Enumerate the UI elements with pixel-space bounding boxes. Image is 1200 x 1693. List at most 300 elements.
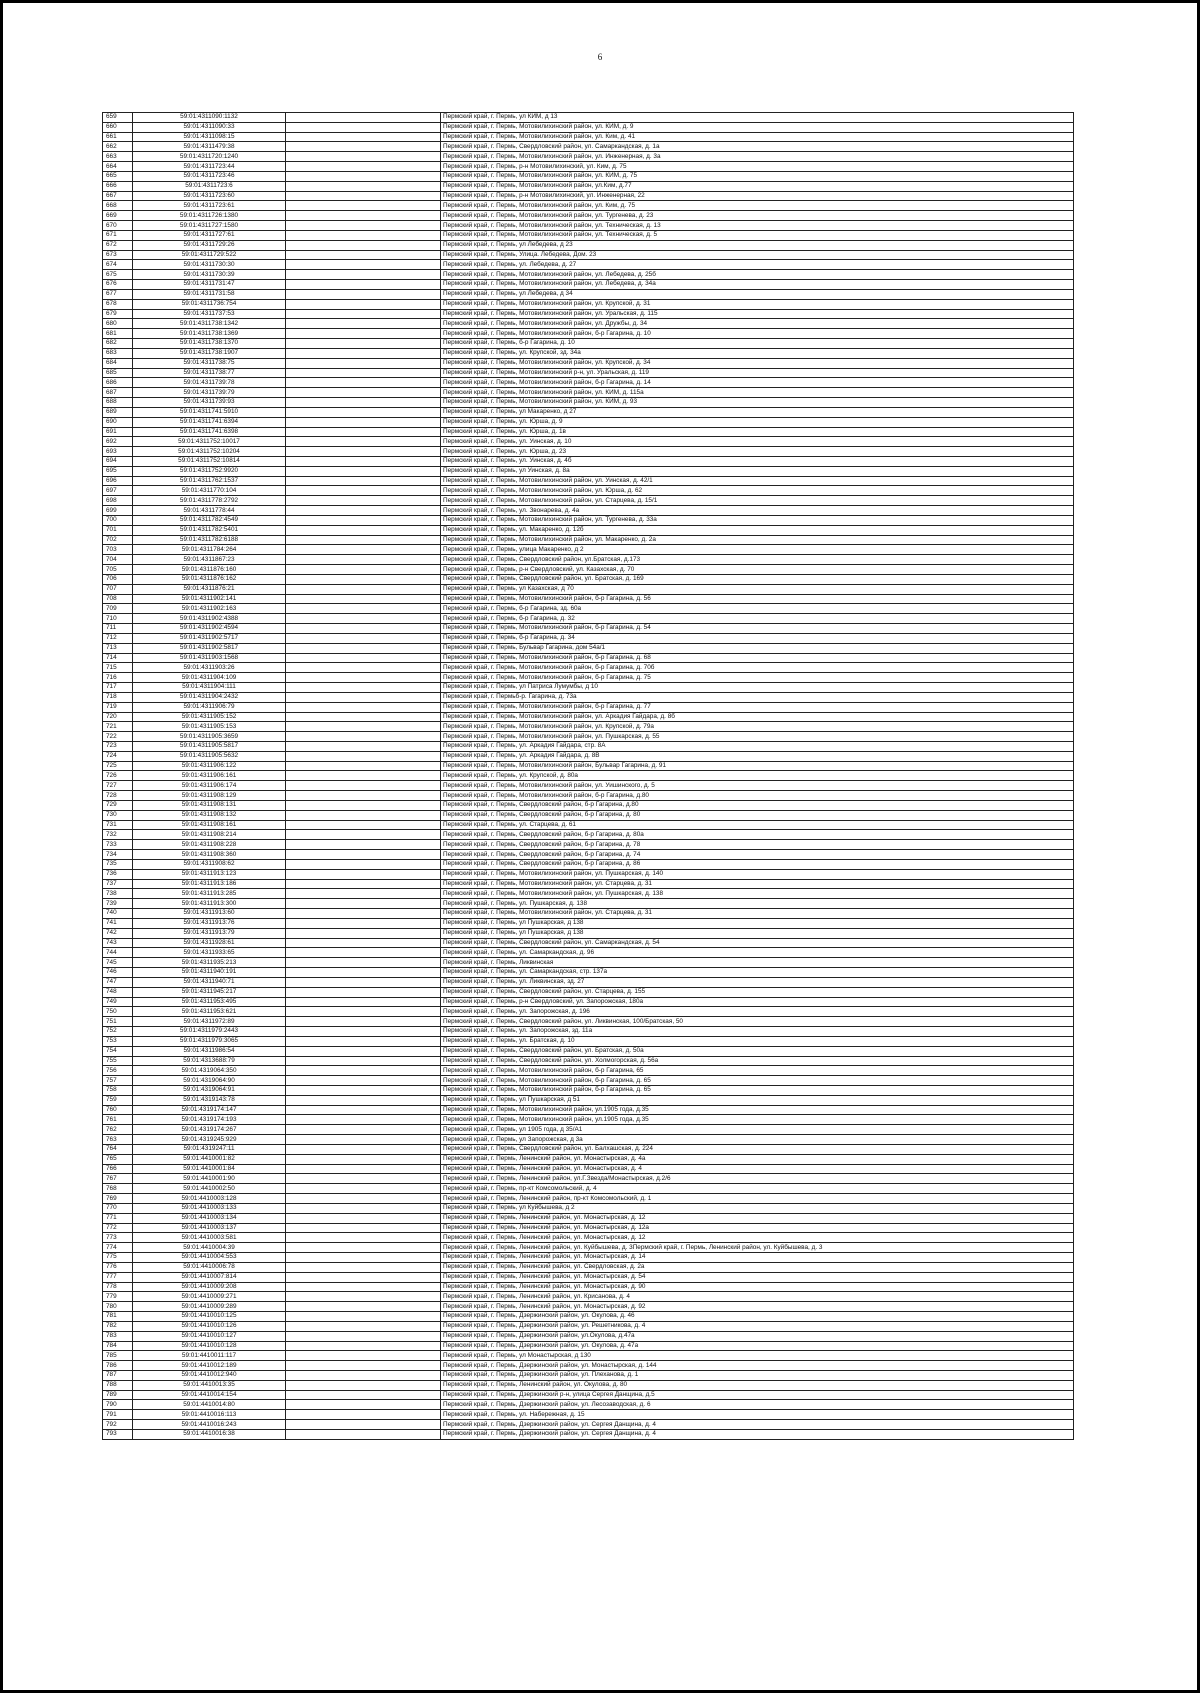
row-number-cell: 720: [103, 712, 133, 722]
row-number-cell: 764: [103, 1144, 133, 1154]
empty-cell: [286, 417, 441, 427]
address-cell: Пермский край, г. Пермь, Свердловский район, б-р Гагарина, д.80: [441, 800, 1074, 810]
empty-cell: [286, 221, 441, 231]
row-number-cell: 774: [103, 1243, 133, 1253]
cadastral-number-cell: 59:01:4410001:90: [133, 1174, 286, 1184]
table-row: [103, 407, 1074, 417]
cadastral-number-cell: 59:01:4311902:4594: [133, 624, 286, 634]
address-cell: Пермский край, г. Пермь, Ленинский район, ул. Монастырская, д. 4: [441, 1164, 1074, 1174]
row-number-cell: 692: [103, 437, 133, 447]
empty-cell: [286, 1341, 441, 1351]
table-row: [103, 398, 1074, 408]
address-cell: Пермский край, г. Пермь, Дзержинский район, ул. Решетникова, д. 4: [441, 1321, 1074, 1331]
table-row: [103, 1115, 1074, 1125]
row-number-cell: 732: [103, 830, 133, 840]
address-cell: Пермский край, г. Пермь, ул. Юрша, д. 9: [441, 417, 1074, 427]
cadastral-number-cell: 59:01:4311739:78: [133, 378, 286, 388]
row-number-cell: 682: [103, 339, 133, 349]
cadastral-number-cell: 59:01:4311730:39: [133, 270, 286, 280]
address-cell: Пермский край, г. Пермь, Мотовилихинский район, ул. Тургенева, д. 33а: [441, 515, 1074, 525]
empty-cell: [286, 1429, 441, 1439]
cadastral-number-cell: 59:01:4311741:6398: [133, 427, 286, 437]
address-cell: Пермский край, г. Пермь, р-н Свердловский, ул. Запорожская, 180а: [441, 997, 1074, 1007]
empty-cell: [286, 633, 441, 643]
table-row: [103, 280, 1074, 290]
empty-cell: [286, 1115, 441, 1125]
row-number-cell: 704: [103, 555, 133, 565]
empty-cell: [286, 928, 441, 938]
address-cell: Пермский край, г. Пермь, ул. Пушкарская, д. 138: [441, 899, 1074, 909]
empty-cell: [286, 987, 441, 997]
address-cell: Пермский край, г. Пермь, Мотовилихинский район, ул. Аркадия Гайдара, д. 8б: [441, 712, 1074, 722]
row-number-cell: 674: [103, 260, 133, 270]
address-cell: Пермский край, г. Пермь, Мотовилихинский район, ул. Пушкарская, д. 140: [441, 869, 1074, 879]
empty-cell: [286, 624, 441, 634]
address-cell: Пермский край, г. Пермь, Мотовилихинский район, б-р Гагарина, д. 14: [441, 378, 1074, 388]
address-cell: Пермский край, г. Пермь, Мотовилихинский район, ул.1905 года, д.35: [441, 1115, 1074, 1125]
cadastral-number-cell: 59:01:4311908:161: [133, 820, 286, 830]
table-row: [103, 299, 1074, 309]
cadastral-number-cell: 59:01:4311913:60: [133, 909, 286, 919]
table-row: [103, 1361, 1074, 1371]
address-cell: Пермский край, г. Пермь, Мотовилихинский район, ул. Крупской, д. 31: [441, 299, 1074, 309]
empty-cell: [286, 879, 441, 889]
cadastral-number-cell: 59:01:4311908:360: [133, 850, 286, 860]
cadastral-number-cell: 59:01:4311979:3065: [133, 1036, 286, 1046]
row-number-cell: 663: [103, 152, 133, 162]
cadastral-number-cell: 59:01:4311940:71: [133, 977, 286, 987]
address-cell: Пермский край, г. Пермь, Дзержинский район, ул. Монастырская, д. 144: [441, 1361, 1074, 1371]
address-cell: Пермский край, г. Пермь, Свердловский район, ул. Братская, д. 50а: [441, 1046, 1074, 1056]
table-row: [103, 113, 1074, 123]
table-row: [103, 909, 1074, 919]
cadastral-number-cell: 59:01:4311986:54: [133, 1046, 286, 1056]
empty-cell: [286, 761, 441, 771]
row-number-cell: 782: [103, 1321, 133, 1331]
row-number-cell: 753: [103, 1036, 133, 1046]
cadastral-number-cell: 59:01:4410002:50: [133, 1184, 286, 1194]
empty-cell: [286, 1400, 441, 1410]
row-number-cell: 758: [103, 1085, 133, 1095]
empty-cell: [286, 280, 441, 290]
table-row: [103, 1282, 1074, 1292]
table-row: [103, 289, 1074, 299]
row-number-cell: 772: [103, 1223, 133, 1233]
row-number-cell: 730: [103, 810, 133, 820]
table-row: [103, 506, 1074, 516]
address-cell: Пермский край, г. Пермь, Свердловский район, ул. Самаркандская, д. 1а: [441, 142, 1074, 152]
empty-cell: [286, 113, 441, 123]
cadastral-number-cell: 59:01:4311723:46: [133, 171, 286, 181]
row-number-cell: 693: [103, 447, 133, 457]
cadastral-number-cell: 59:01:4311913:300: [133, 899, 286, 909]
cadastral-number-cell: 59:01:4311738:1907: [133, 348, 286, 358]
empty-cell: [286, 574, 441, 584]
address-cell: Пермский край, г. Пермь, Мотовилихинский район, ул. Дружбы, д. 34: [441, 319, 1074, 329]
address-cell: Пермский край, г. Пермь, ул. Запорожская, д. 196: [441, 1007, 1074, 1017]
empty-cell: [286, 958, 441, 968]
table-row: [103, 614, 1074, 624]
address-cell: Пермский край, г. Пермь, ул. Юрша, д. 1в: [441, 427, 1074, 437]
cadastral-number-cell: 59:01:4311738:1370: [133, 339, 286, 349]
table-row: [103, 525, 1074, 535]
row-number-cell: 778: [103, 1282, 133, 1292]
cadastral-number-cell: 59:01:4410010:125: [133, 1312, 286, 1322]
table-row: [103, 1046, 1074, 1056]
table-row: [103, 1194, 1074, 1204]
cadastral-number-cell: 59:01:4410012:940: [133, 1371, 286, 1381]
empty-cell: [286, 515, 441, 525]
table-row: [103, 1154, 1074, 1164]
table-row: [103, 594, 1074, 604]
table-row: [103, 171, 1074, 181]
row-number-cell: 667: [103, 191, 133, 201]
address-cell: Пермский край, г. Пермь, Мотовилихинский район, ул. Крупской, д. 79а: [441, 722, 1074, 732]
cadastral-number-cell: 59:01:4410004:39: [133, 1243, 286, 1253]
table-row: [103, 240, 1074, 250]
page-number: 6: [597, 52, 603, 62]
table-row: [103, 1085, 1074, 1095]
address-cell: Пермский край, г. Пермь, Мотовилихинский район, ул.1905 года, д.35: [441, 1105, 1074, 1115]
row-number-cell: 744: [103, 948, 133, 958]
cadastral-number-cell: 59:01:4311945:217: [133, 987, 286, 997]
row-number-cell: 659: [103, 113, 133, 123]
row-number-cell: 740: [103, 909, 133, 919]
address-cell: Пермский край, г. Пермь, Свердловский район, ул. Балхашская, д. 224: [441, 1144, 1074, 1154]
address-cell: Пермский край, г. Пермь, Свердловский район, ул. Старцева, д. 155: [441, 987, 1074, 997]
empty-cell: [286, 850, 441, 860]
cadastral-number-cell: 59:01:4311905:153: [133, 722, 286, 732]
address-cell: Пермский край, г. Пермь, Мотовилихинский район, б-р Гагарина, д. 65: [441, 1076, 1074, 1086]
cadastral-number-cell: 59:01:4311904:111: [133, 683, 286, 693]
row-number-cell: 745: [103, 958, 133, 968]
cadastral-number-cell: 59:01:4311902:5717: [133, 633, 286, 643]
empty-cell: [286, 800, 441, 810]
table-row: [103, 230, 1074, 240]
cadastral-number-cell: 59:01:4311752:10017: [133, 437, 286, 447]
cadastral-number-cell: 59:01:4311972:89: [133, 1017, 286, 1027]
empty-cell: [286, 1017, 441, 1027]
empty-cell: [286, 122, 441, 132]
row-number-cell: 669: [103, 211, 133, 221]
row-number-cell: 700: [103, 515, 133, 525]
row-number-cell: 675: [103, 270, 133, 280]
cadastral-number-cell: 59:01:4311908:214: [133, 830, 286, 840]
empty-cell: [286, 859, 441, 869]
row-number-cell: 771: [103, 1213, 133, 1223]
empty-cell: [286, 830, 441, 840]
address-cell: Пермский край, г. Пермь, Мотовилихинский район, б-р Гагарина, д. 54: [441, 624, 1074, 634]
address-cell: Пермский край, г. Пермь, Свердловский район, б-р Гагарина, д. 86: [441, 859, 1074, 869]
row-number-cell: 672: [103, 240, 133, 250]
empty-cell: [286, 712, 441, 722]
empty-cell: [286, 1282, 441, 1292]
cadastral-number-cell: 59:01:4311778:2792: [133, 496, 286, 506]
table-row: [103, 781, 1074, 791]
row-number-cell: 710: [103, 614, 133, 624]
cadastral-number-cell: 59:01:4410009:208: [133, 1282, 286, 1292]
address-cell: Пермский край, г. Пермь, ул Пушкарская, д 138: [441, 918, 1074, 928]
cadastral-number-cell: 59:01:4319174:267: [133, 1125, 286, 1135]
cadastral-number-cell: 59:01:4410003:137: [133, 1223, 286, 1233]
address-cell: Пермский край, г. Пермь, Мотовилихинский район, ул. Лебедева, д. 25б: [441, 270, 1074, 280]
row-number-cell: 733: [103, 840, 133, 850]
cadastral-number-cell: 59:01:4311752:10204: [133, 447, 286, 457]
row-number-cell: 691: [103, 427, 133, 437]
cadastral-number-cell: 59:01:4311762:1537: [133, 476, 286, 486]
row-number-cell: 729: [103, 800, 133, 810]
address-cell: Пермский край, г. Пермь, ул. Набережная, д. 15: [441, 1410, 1074, 1420]
empty-cell: [286, 722, 441, 732]
row-number-cell: 770: [103, 1203, 133, 1213]
empty-cell: [286, 230, 441, 240]
cadastral-number-cell: 59:01:4410016:243: [133, 1420, 286, 1430]
address-cell: Пермский край, г. Пермь, ул. Крупской, зд. 34а: [441, 348, 1074, 358]
table-row: [103, 1233, 1074, 1243]
cadastral-number-cell: 59:01:4410004:553: [133, 1253, 286, 1263]
row-number-cell: 696: [103, 476, 133, 486]
empty-cell: [286, 358, 441, 368]
table-row: [103, 1302, 1074, 1312]
row-number-cell: 755: [103, 1056, 133, 1066]
row-number-cell: 695: [103, 466, 133, 476]
address-cell: Пермский край, г. Пермь, Мотовилихинский район, б-р Гагарина, д. 10: [441, 329, 1074, 339]
address-cell: Пермский край, г. Пермь, Мотовилихинский р-н, ул. Уральская, д. 119: [441, 368, 1074, 378]
row-number-cell: 722: [103, 732, 133, 742]
address-cell: Пермский край, г. Пермь, ул Запорожская, д 3а: [441, 1135, 1074, 1145]
table-row: [103, 1292, 1074, 1302]
row-number-cell: 715: [103, 663, 133, 673]
address-cell: Пермский край, г. Пермь, Мотовилихинский район, ул. Уишинского, д. 5: [441, 781, 1074, 791]
table-row: [103, 1213, 1074, 1223]
empty-cell: [286, 1027, 441, 1037]
cadastral-number-cell: 59:01:4410012:189: [133, 1361, 286, 1371]
row-number-cell: 746: [103, 968, 133, 978]
table-row: [103, 1036, 1074, 1046]
empty-cell: [286, 1036, 441, 1046]
row-number-cell: 790: [103, 1400, 133, 1410]
cadastral-number-cell: 59:01:4410003:134: [133, 1213, 286, 1223]
address-cell: Пермский край, г. Пермь, ул Казахская, д 70: [441, 584, 1074, 594]
row-number-cell: 750: [103, 1007, 133, 1017]
table-row: [103, 1144, 1074, 1154]
address-cell: Пермский край, г. Пермь, Ленинский район, ул. Монастырская, д. 14: [441, 1253, 1074, 1263]
empty-cell: [286, 162, 441, 172]
row-number-cell: 791: [103, 1410, 133, 1420]
empty-cell: [286, 240, 441, 250]
row-number-cell: 752: [103, 1027, 133, 1037]
empty-cell: [286, 545, 441, 555]
row-number-cell: 737: [103, 879, 133, 889]
cadastral-number-cell: 59:01:4311737:53: [133, 309, 286, 319]
address-cell: Пермский край, г. Пермь, Мотовилихинский район, ул. Уральская, д. 115: [441, 309, 1074, 319]
empty-cell: [286, 869, 441, 879]
address-cell: Пермский край, г. Пермь, Ликвинская: [441, 958, 1074, 968]
cadastral-number-cell: 59:01:4311876:21: [133, 584, 286, 594]
table-row: [103, 555, 1074, 565]
empty-cell: [286, 653, 441, 663]
cadastral-number-cell: 59:01:4311738:77: [133, 368, 286, 378]
table-row: [103, 211, 1074, 221]
empty-cell: [286, 368, 441, 378]
address-cell: Пермский край, г. Пермь, Дзержинский район, ул. Лесозаводская, д. 6: [441, 1400, 1074, 1410]
address-cell: Пермский край, г. Пермь, Ленинский район, ул. Монастырская, д. 12: [441, 1213, 1074, 1223]
empty-cell: [286, 1056, 441, 1066]
table-row: [103, 142, 1074, 152]
cadastral-number-cell: 59:01:4410006:78: [133, 1262, 286, 1272]
empty-cell: [286, 171, 441, 181]
cadastral-number-cell: 59:01:4311090:33: [133, 122, 286, 132]
table-row: [103, 339, 1074, 349]
table-row: [103, 1184, 1074, 1194]
empty-cell: [286, 614, 441, 624]
row-number-cell: 714: [103, 653, 133, 663]
table-row: [103, 1272, 1074, 1282]
empty-cell: [286, 781, 441, 791]
table-row: [103, 122, 1074, 132]
cadastral-number-cell: 59:01:4311741:6394: [133, 417, 286, 427]
cadastral-number-cell: 59:01:4311876:160: [133, 565, 286, 575]
empty-cell: [286, 1194, 441, 1204]
table-row: [103, 486, 1074, 496]
cadastral-number-cell: 59:01:4410014:80: [133, 1400, 286, 1410]
empty-cell: [286, 1390, 441, 1400]
cadastral-number-cell: 59:01:4410016:113: [133, 1410, 286, 1420]
empty-cell: [286, 820, 441, 830]
table-row: [103, 869, 1074, 879]
table-row: [103, 1380, 1074, 1390]
empty-cell: [286, 594, 441, 604]
empty-cell: [286, 1105, 441, 1115]
cadastral-number-cell: 59:01:4410010:126: [133, 1321, 286, 1331]
table-row: [103, 1420, 1074, 1430]
address-cell: Пермский край, г. Пермь, Дзержинский район, ул.Окулова, д.47а: [441, 1331, 1074, 1341]
empty-cell: [286, 938, 441, 948]
row-number-cell: 789: [103, 1390, 133, 1400]
table-row: [103, 1203, 1074, 1213]
empty-cell: [286, 683, 441, 693]
table-row: [103, 840, 1074, 850]
cadastral-number-cell: 59:01:4311731:58: [133, 289, 286, 299]
row-number-cell: 721: [103, 722, 133, 732]
table-row: [103, 800, 1074, 810]
row-number-cell: 757: [103, 1076, 133, 1086]
empty-cell: [286, 889, 441, 899]
row-number-cell: 739: [103, 899, 133, 909]
row-number-cell: 690: [103, 417, 133, 427]
row-number-cell: 687: [103, 388, 133, 398]
table-row: [103, 378, 1074, 388]
row-number-cell: 723: [103, 742, 133, 752]
cadastral-number-cell: 59:01:4311729:26: [133, 240, 286, 250]
table-row: [103, 152, 1074, 162]
address-cell: Пермский край, г. Пермь, Свердловский район, ул.Братская, д.173: [441, 555, 1074, 565]
empty-cell: [286, 1174, 441, 1184]
empty-cell: [286, 388, 441, 398]
row-number-cell: 688: [103, 398, 133, 408]
table-row: [103, 722, 1074, 732]
address-cell: Пермский край, г. Пермь, Ленинский район, ул. Монастырская, д. 90: [441, 1282, 1074, 1292]
table-row: [103, 437, 1074, 447]
table-row: [103, 574, 1074, 584]
table-row: [103, 1400, 1074, 1410]
empty-cell: [286, 398, 441, 408]
empty-cell: [286, 771, 441, 781]
address-cell: Пермский край, г. Пермь, Бульвар Гагарина, дом 54а/1: [441, 643, 1074, 653]
row-number-cell: 731: [103, 820, 133, 830]
row-number-cell: 684: [103, 358, 133, 368]
cadastral-number-cell: 59:01:4311723:61: [133, 201, 286, 211]
empty-cell: [286, 1203, 441, 1213]
table-row: [103, 1164, 1074, 1174]
cadastral-number-cell: 59:01:4311906:161: [133, 771, 286, 781]
row-number-cell: 741: [103, 918, 133, 928]
empty-cell: [286, 1420, 441, 1430]
address-cell: Пермский край, г. Пермь, Свердловский район, ул. Ликвинская, 100/Братская, 50: [441, 1017, 1074, 1027]
address-cell: Пермский край, г. Пермь, Мотовилихинский район, ул. Ким, д. 75: [441, 201, 1074, 211]
cadastral-number-cell: 59:01:4410007:814: [133, 1272, 286, 1282]
table-row: [103, 132, 1074, 142]
table-row: [103, 968, 1074, 978]
cadastral-number-cell: 59:01:4311908:131: [133, 800, 286, 810]
table-row: [103, 1351, 1074, 1361]
cadastral-number-cell: 59:01:4311729:522: [133, 250, 286, 260]
address-cell: Пермский край, г. Пермь, Мотовилихинский район, ул. Старцева, д. 31: [441, 879, 1074, 889]
row-number-cell: 699: [103, 506, 133, 516]
address-cell: Пермский край, г. Пермь, ул. Лебедева, д. 27: [441, 260, 1074, 270]
row-number-cell: 751: [103, 1017, 133, 1027]
cadastral-number-cell: 59:01:4311905:5817: [133, 742, 286, 752]
empty-cell: [286, 348, 441, 358]
empty-cell: [286, 1262, 441, 1272]
address-cell: Пермский край, г. Пермь, Мотовилихинский район, ул. Лебедева, д. 34а: [441, 280, 1074, 290]
cadastral-number-cell: 59:01:4311908:62: [133, 859, 286, 869]
table-row: [103, 417, 1074, 427]
row-number-cell: 725: [103, 761, 133, 771]
table-row: [103, 201, 1074, 211]
row-number-cell: 706: [103, 574, 133, 584]
row-number-cell: 697: [103, 486, 133, 496]
cadastral-number-cell: 59:01:4311906:174: [133, 781, 286, 791]
table-row: [103, 348, 1074, 358]
empty-cell: [286, 1007, 441, 1017]
address-cell: Пермский край, г. Пермь, Мотовилихинский район, б-р Гагарина, д. 65: [441, 1085, 1074, 1095]
cadastral-number-cell: 59:01:4311913:123: [133, 869, 286, 879]
table-row: [103, 692, 1074, 702]
registry-table: [102, 112, 1073, 1440]
table-row: [103, 1429, 1074, 1439]
row-number-cell: 665: [103, 171, 133, 181]
address-cell: Пермский край, г. Пермь, Мотовилихинский район, б-р Гагарина, д. 77: [441, 702, 1074, 712]
row-number-cell: 703: [103, 545, 133, 555]
empty-cell: [286, 643, 441, 653]
empty-cell: [286, 270, 441, 280]
address-cell: Пермский край, г. Пермь, б-р Гагарина, зд. 60а: [441, 604, 1074, 614]
table-row: [103, 515, 1074, 525]
empty-cell: [286, 948, 441, 958]
address-cell: Пермский край, г. Пермь, Мотовилихинский район, ул. Юрша, д. 62: [441, 486, 1074, 496]
table-row: [103, 1174, 1074, 1184]
table-row: [103, 1253, 1074, 1263]
table-row: [103, 1371, 1074, 1381]
row-number-cell: 792: [103, 1420, 133, 1430]
address-cell: Пермский край, г. Пермь, Мотовилихинский район, ул. Ким, д. 41: [441, 132, 1074, 142]
row-number-cell: 767: [103, 1174, 133, 1184]
empty-cell: [286, 1066, 441, 1076]
row-number-cell: 743: [103, 938, 133, 948]
table-row: [103, 702, 1074, 712]
table-row: [103, 427, 1074, 437]
